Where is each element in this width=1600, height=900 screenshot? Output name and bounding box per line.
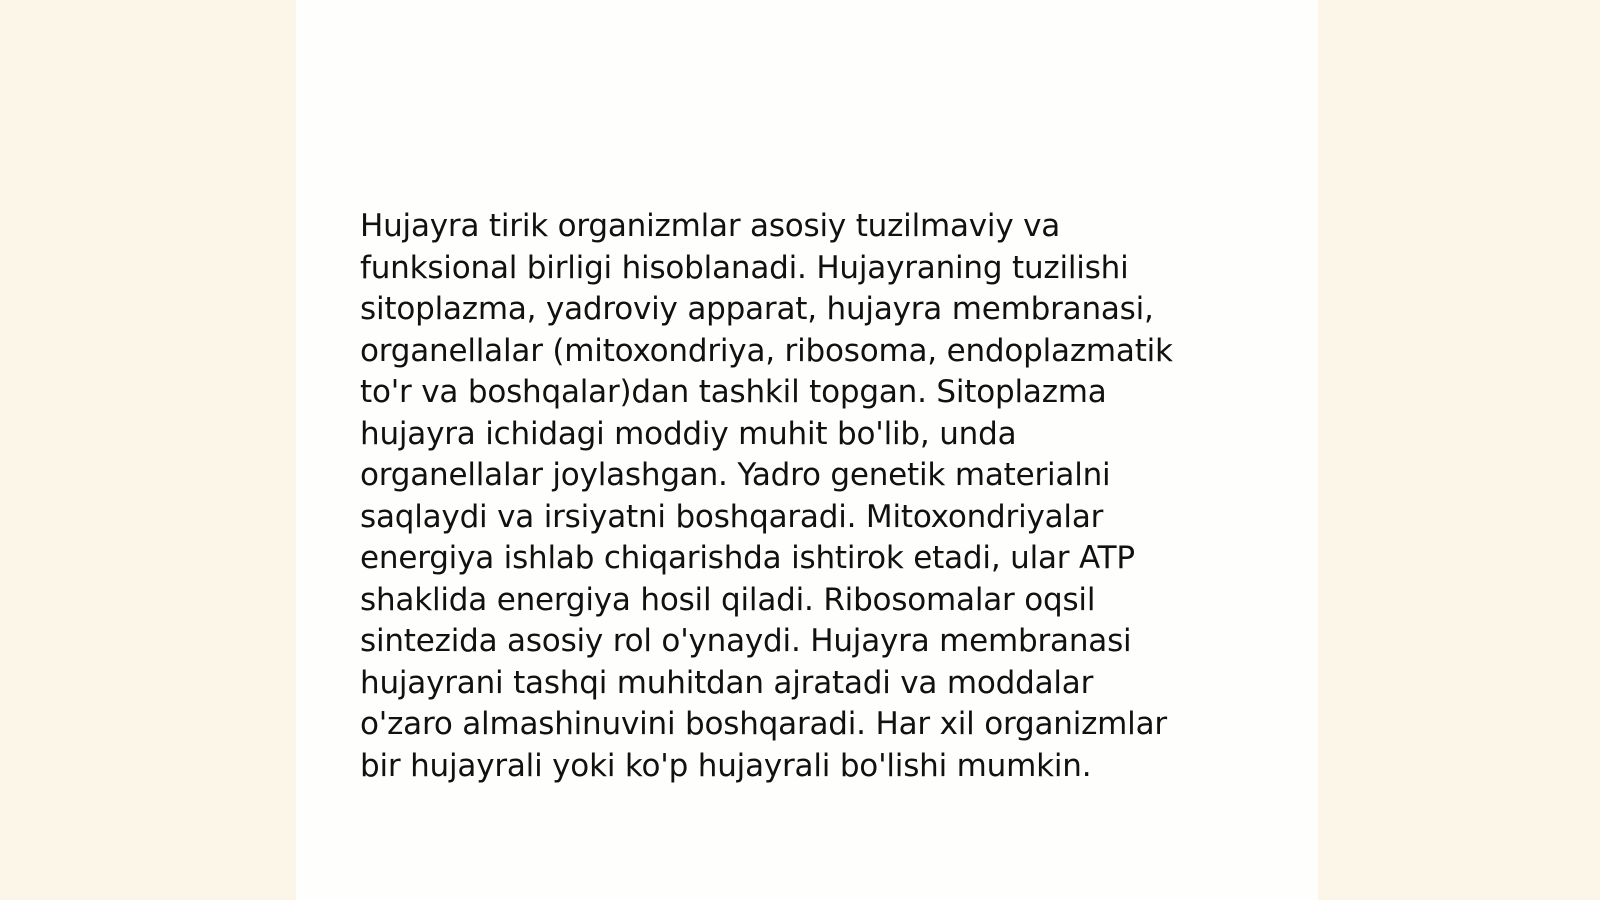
text-line: sitoplazma, yadroviy apparat, hujayra membranasi, [360, 291, 1154, 327]
document-page [296, 0, 1318, 900]
text-line: saqlaydi va irsiyatni boshqaradi. Mitoxondriyalar [360, 498, 1104, 535]
text-line: Hujayra tirik organizmlar asosiy tuzilmaviy va [360, 208, 1061, 244]
text-line: funksional birligi hisoblanadi. Hujayraning tuzilishi [360, 249, 1129, 286]
text-line: organellalar (mitoxondriya, ribosoma, endoplazmatik [360, 332, 1173, 369]
text-line: energiya ishlab chiqarishda ishtirok etadi, ular ATP [360, 540, 1135, 576]
body-paragraph [360, 206, 1240, 787]
text-line: hujayra ichidagi moddiy muhit bo'lib, unda [360, 415, 1017, 452]
text-line: sintezida asosiy rol o'ynaydi. Hujayra membranasi [360, 623, 1132, 659]
text-line: o'zaro almashinuvini boshqaradi. Har xil organizmlar [360, 706, 1167, 742]
text-line: bir hujayrali yoki ko'p hujayrali bo'lishi mumkin. [360, 747, 1092, 784]
text-line: shaklida energiya hosil qiladi. Ribosomalar oqsil [360, 581, 1096, 618]
text-line: to'r va boshqalar)dan tashkil topgan. Sitoplazma [360, 374, 1107, 410]
text-line: hujayrani tashqi muhitdan ajratadi va moddalar [360, 664, 1094, 701]
text-line: organellalar joylashgan. Yadro genetik materialni [360, 457, 1111, 493]
